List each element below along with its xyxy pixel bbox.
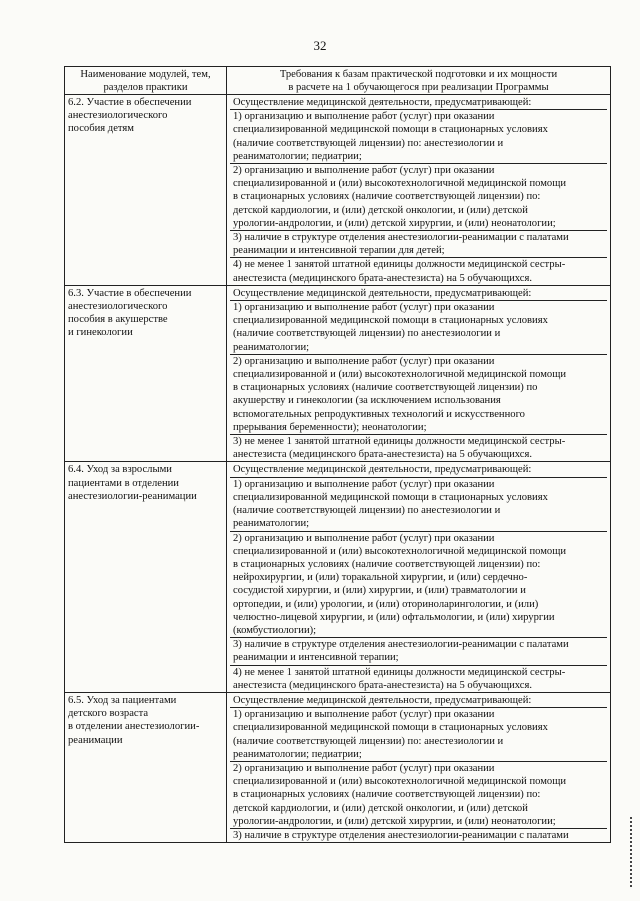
requirement-line: специализированной и (или) высокотехнологичной медицинской помощи <box>233 178 567 190</box>
requirement-line: в стационарных условиях (наличие соответствующей лицензии) по: <box>233 191 541 203</box>
module-name-line: реанимации <box>68 734 123 746</box>
requirement-line: специализированной медицинской помощи в стационарных условиях <box>233 722 548 734</box>
requirement-line: реаниматологии; педиатрии; <box>233 748 362 760</box>
module-name-line: анестезиологического <box>68 301 168 313</box>
header-text: Наименование модулей, тем, <box>80 69 211 80</box>
requirement-line: (наличие соответствующей лицензии) по: анестезиологии и <box>233 735 504 747</box>
table-body <box>65 95 611 843</box>
requirement-line: анестезиста (медицинского брата-анестезиста) на 5 обучающихся. <box>233 679 532 691</box>
module-name-cell <box>65 462 227 692</box>
module-name-line: анестезиологического <box>68 110 168 122</box>
requirement-line: реаниматологии; <box>233 518 310 530</box>
requirement-line: Осуществление медицинской деятельности, предусматривающей: <box>233 464 532 476</box>
module-name-line: анестезиологии-реанимации <box>68 490 197 502</box>
requirements-intro <box>230 287 607 301</box>
requirements-cell <box>227 95 611 286</box>
requirement-item <box>230 110 607 164</box>
requirement-line: сосудистой хирургии, и (или) хирургии, и (или) травматологии и <box>233 585 526 597</box>
requirement-line: детской кардиологии, и (или) детской онкологии, и (или) детской <box>233 802 528 814</box>
requirement-item <box>230 231 607 258</box>
module-name-line: 6.4. Уход за взрослыми <box>68 464 172 476</box>
requirements-intro <box>230 463 607 477</box>
requirement-line: анестезиста (медицинского брата-анестезиста) на 5 обучающихся. <box>233 272 532 284</box>
requirement-line: 2) организацию и выполнение работ (услуг) при оказании <box>233 532 495 544</box>
requirement-line: урологии-андрологии, и (или) детской хирургии, и (или) неонатологии; <box>233 217 556 229</box>
header-requirements <box>227 67 611 95</box>
requirement-line: 1) организацию и выполнение работ (услуг) при оказании <box>233 709 495 721</box>
table-row <box>65 95 611 286</box>
requirement-line: (комбустиологии); <box>233 624 317 636</box>
module-name-cell <box>65 95 227 286</box>
requirement-item <box>230 478 607 532</box>
requirement-line: 2) организацию и выполнение работ (услуг) при оказании <box>233 355 495 367</box>
requirement-line: реаниматологии; <box>233 341 310 353</box>
requirement-line: специализированной и (или) высокотехнологичной медицинской помощи <box>233 545 567 557</box>
requirement-line: челюстно-лицевой хирургии, и (или) офтальмологии, и (или) хирургии <box>233 611 555 623</box>
requirements-table <box>64 66 611 843</box>
requirements-intro <box>230 694 607 708</box>
requirements-cell <box>227 462 611 692</box>
requirement-line: урологии-андрологии, и (или) детской хирургии, и (или) неонатологии; <box>233 815 556 827</box>
requirement-item <box>230 164 607 231</box>
requirement-line: 4) не менее 1 занятой штатной единицы должности медицинской сестры- <box>233 259 566 271</box>
requirement-item <box>230 532 607 639</box>
requirement-item <box>230 355 607 435</box>
header-text: в расчете на 1 обучающегося при реализации Программы <box>288 82 549 93</box>
requirement-line: специализированной и (или) высокотехнологичной медицинской помощи <box>233 776 567 788</box>
requirement-line: реаниматологии; педиатрии; <box>233 150 362 162</box>
requirement-item <box>230 762 607 829</box>
table-header-row <box>65 67 611 95</box>
module-name-cell <box>65 692 227 842</box>
scan-edge-mark <box>630 817 638 887</box>
requirement-line: ортопедии, и (или) урологии, и (или) оториноларингологии, и (или) <box>233 598 539 610</box>
module-name-line: и гинекологии <box>68 327 133 339</box>
requirement-item <box>230 708 607 762</box>
requirement-line: анестезиста (медицинского брата-анестезиста) на 5 обучающихся. <box>233 449 532 461</box>
module-name-line: в отделении анестезиологии- <box>68 721 200 733</box>
requirement-line: (наличие соответствующей лицензии) по: анестезиологии и <box>233 137 504 149</box>
header-module-name <box>65 67 227 95</box>
requirement-line: специализированной медицинской помощи в стационарных условиях <box>233 315 548 327</box>
requirement-line: специализированной медицинской помощи в стационарных условиях <box>233 124 548 136</box>
requirement-line: Осуществление медицинской деятельности, предусматривающей: <box>233 287 532 299</box>
module-name-line: 6.5. Уход за пациентами <box>68 694 177 706</box>
module-name-cell <box>65 285 227 462</box>
requirement-line: специализированной и (или) высокотехнологичной медицинской помощи <box>233 369 567 381</box>
requirements-cell <box>227 692 611 842</box>
requirement-line: прерывания беременности); неонатологии; <box>233 421 427 433</box>
requirement-line: в стационарных условиях (наличие соответствующей лицензии) по: <box>233 558 541 570</box>
module-name-line: пациентами в отделении <box>68 477 179 489</box>
requirement-line: 1) организацию и выполнение работ (услуг) при оказании <box>233 478 495 490</box>
requirement-line: 1) организацию и выполнение работ (услуг) при оказании <box>233 111 495 123</box>
requirements-cell <box>227 285 611 462</box>
module-name-line: 6.2. Участие в обеспечении <box>68 97 192 108</box>
table-row <box>65 285 611 462</box>
page-number: 32 <box>313 38 327 53</box>
requirement-item <box>230 666 607 692</box>
requirement-line: 1) организацию и выполнение работ (услуг) при оказании <box>233 302 495 314</box>
header-text: разделов практики <box>103 82 188 93</box>
requirement-line: реанимации и интенсивной терапии для детей; <box>233 245 445 257</box>
requirement-line: 3) наличие в структуре отделения анестезиологии-реанимации с палатами <box>233 829 569 841</box>
requirement-item <box>230 435 607 461</box>
table-row <box>65 692 611 842</box>
requirement-line: реанимации и интенсивной терапии; <box>233 652 399 664</box>
requirement-item <box>230 638 607 665</box>
requirement-line: 2) организацию и выполнение работ (услуг) при оказании <box>233 762 495 774</box>
requirement-line: (наличие соответствующей лицензии) по анестезиологии и <box>233 328 501 340</box>
requirement-line: 3) не менее 1 занятой штатной единицы должности медицинской сестры- <box>233 436 566 448</box>
module-name-line: 6.3. Участие в обеспечении <box>68 287 192 299</box>
requirement-line: детской кардиологии, и (или) детской онкологии, и (или) детской <box>233 204 528 216</box>
requirement-line: специализированной медицинской помощи в стационарных условиях <box>233 491 548 503</box>
requirement-line: Осуществление медицинской деятельности, предусматривающей: <box>233 694 532 706</box>
requirement-line: 4) не менее 1 занятой штатной единицы должности медицинской сестры- <box>233 666 566 678</box>
requirement-line: Осуществление медицинской деятельности, предусматривающей: <box>233 97 532 108</box>
requirements-intro <box>230 96 607 110</box>
requirement-line: (наличие соответствующей лицензии) по анестезиологии и <box>233 505 501 517</box>
requirement-line: 3) наличие в структуре отделения анестезиологии-реанимации с палатами <box>233 639 569 651</box>
requirement-line: 3) наличие в структуре отделения анестезиологии-реанимации с палатами <box>233 232 569 244</box>
module-name-line: детского возраста <box>68 708 149 720</box>
requirement-item <box>230 258 607 284</box>
module-name-line: пособия детям <box>68 123 134 135</box>
requirement-line: нейрохирургии, и (или) торакальной хирургии, и (или) сердечно- <box>233 572 528 584</box>
header-text: Требования к базам практической подготовки и их мощности <box>279 69 558 80</box>
requirement-item <box>230 829 607 842</box>
requirement-line: в стационарных условиях (наличие соответствующей лицензии) по: <box>233 789 541 801</box>
requirement-line: в стационарных условиях (наличие соответствующей лицензии) по <box>233 382 538 394</box>
requirement-line: акушерству и гинекологии (за исключением использования <box>233 395 501 407</box>
requirement-item <box>230 301 607 355</box>
requirement-line: 2) организацию и выполнение работ (услуг) при оказании <box>233 165 495 177</box>
table-row <box>65 462 611 692</box>
module-name-line: пособия в акушерстве <box>68 314 168 326</box>
requirement-line: вспомогательных репродуктивных технологий и искусственного <box>233 408 525 420</box>
